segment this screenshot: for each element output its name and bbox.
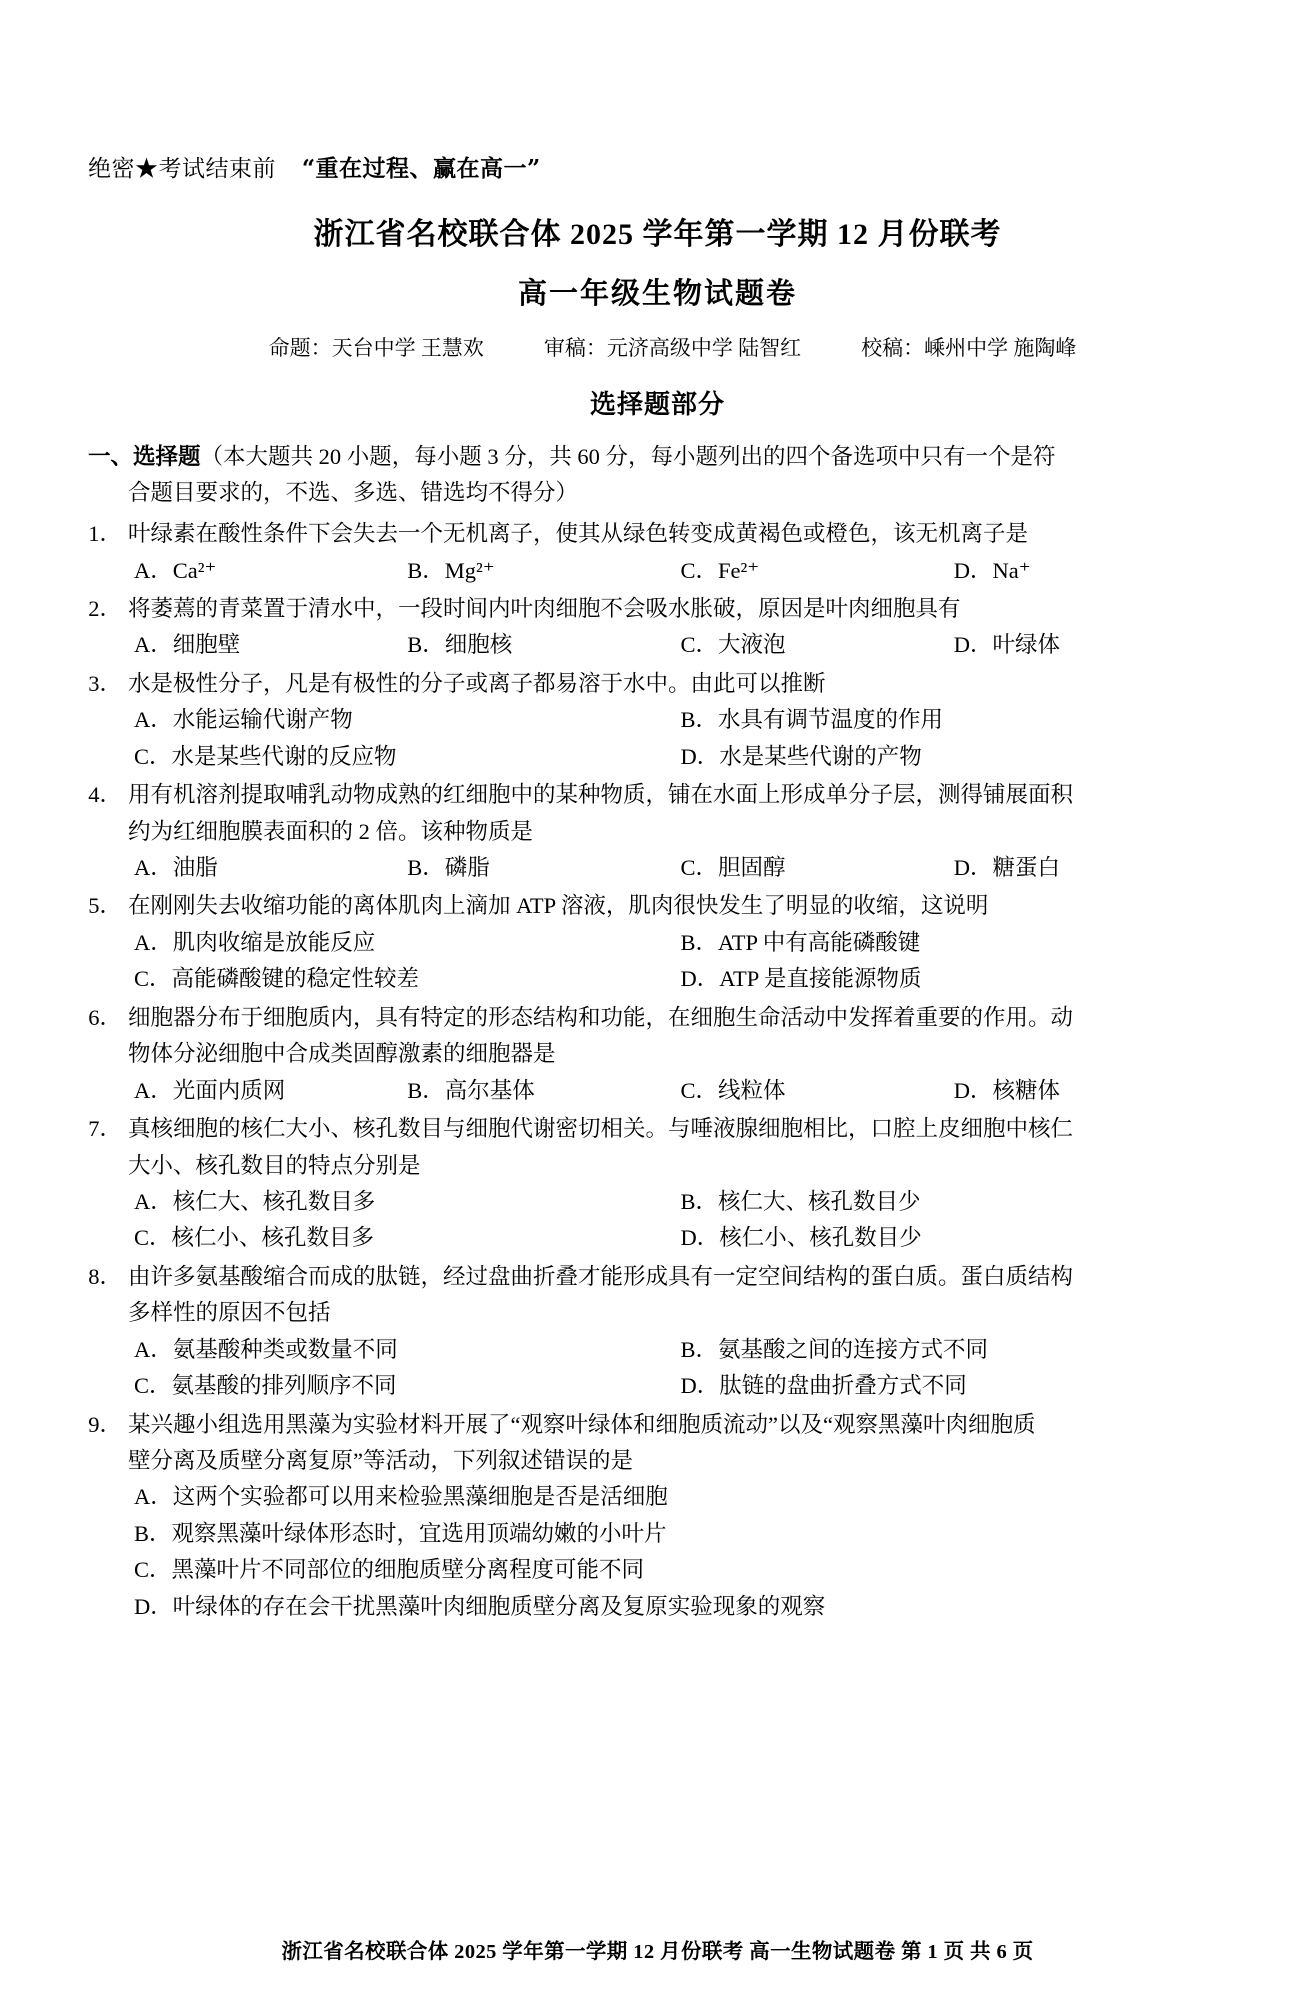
option-c[interactable]: C．核仁小、核孔数目多 <box>134 1225 375 1251</box>
question-8 <box>88 1259 1227 1405</box>
question-5 <box>88 888 1227 997</box>
option-a[interactable]: A．氨基酸种类或数量不同 <box>134 1336 398 1362</box>
question-stem-cont: 约为红细胞膜表面积的 2 倍。该种物质是 <box>128 818 534 844</box>
option-a[interactable]: A．肌肉收缩是放能反应 <box>134 929 376 955</box>
credit-author: 命题：天台中学 王慧欢 <box>268 336 484 360</box>
question-9 <box>88 1407 1227 1626</box>
option-b[interactable]: B．高尔基体 <box>407 1077 535 1103</box>
question-stem-cont: 大小、核孔数目的特点分别是 <box>128 1152 421 1178</box>
option-b[interactable]: B．细胞核 <box>407 632 513 658</box>
option-a[interactable]: A．Ca²⁺ <box>134 557 217 583</box>
option-c[interactable]: C．黑藻叶片不同部位的细胞质壁分离程度可能不同 <box>134 1557 645 1583</box>
question-3 <box>88 666 1227 775</box>
option-c[interactable]: C．线粒体 <box>680 1077 786 1103</box>
option-b[interactable]: B．核仁大、核孔数目少 <box>680 1188 921 1214</box>
question-number: 4． <box>88 782 122 808</box>
option-a[interactable]: A．这两个实验都可以用来检验黑藻细胞是否是活细胞 <box>134 1484 668 1510</box>
option-c[interactable]: C．Fe²⁺ <box>680 557 760 583</box>
question-number: 9． <box>88 1411 122 1437</box>
question-number: 1． <box>88 521 122 547</box>
option-c[interactable]: C．高能磷酸键的稳定性较差 <box>134 966 420 992</box>
question-2 <box>88 591 1227 664</box>
option-b[interactable]: B．观察黑藻叶绿体形态时，宜选用顶端幼嫩的小叶片 <box>134 1520 667 1546</box>
question-stem: 由许多氨基酸缩合而成的肽链，经过盘曲折叠才能形成具有一定空间结构的蛋白质。蛋白质结构 <box>128 1263 1074 1289</box>
option-b[interactable]: B．Mg²⁺ <box>407 557 495 583</box>
secret-line <box>88 150 1227 183</box>
option-d[interactable]: D．核糖体 <box>953 1077 1060 1103</box>
option-b[interactable]: B．磷脂 <box>407 855 490 881</box>
question-stem-cont: 多样性的原因不包括 <box>128 1300 331 1326</box>
question-number: 7． <box>88 1116 122 1142</box>
question-6 <box>88 1000 1227 1109</box>
question-stem: 将萎蔫的青菜置于清水中，一段时间内叶肉细胞不会吸水胀破，原因是叶肉细胞具有 <box>128 595 961 621</box>
option-c[interactable]: C．胆固醇 <box>680 855 786 881</box>
question-stem-cont: 物体分泌细胞中合成类固醇激素的细胞器是 <box>128 1041 556 1067</box>
credit-reviewer: 审稿：元济高级中学 陆智红 <box>543 336 802 360</box>
part-desc: （本大题共 20 小题，每小题 3 分，共 60 分，每小题列出的四个备选项中只有一个是符 <box>200 444 1056 469</box>
question-stem: 用有机溶剂提取哺乳动物成熟的红细胞中的某种物质，铺在水面上形成单分子层，测得铺展面积 <box>128 782 1074 808</box>
option-a[interactable]: A．细胞壁 <box>134 632 241 658</box>
option-c[interactable]: C．大液泡 <box>680 632 786 658</box>
section-title: 选择题部分 <box>589 390 725 419</box>
question-stem: 在刚刚失去收缩功能的离体肌肉上滴加 ATP 溶液，肌肉很快发生了明显的收缩，这说明 <box>128 893 989 919</box>
option-d[interactable]: D．叶绿体 <box>953 632 1060 658</box>
option-b[interactable]: B．氨基酸之间的连接方式不同 <box>680 1336 989 1362</box>
page-subtitle: 高一年级生物试题卷 <box>517 278 797 310</box>
question-number: 2． <box>88 595 122 621</box>
credits <box>88 332 1227 362</box>
page-footer: 浙江省名校联合体 2025 学年第一学期 12 月份联考 高一生物试题卷 第 1 页 共 6 页 <box>281 1941 1034 1963</box>
option-d[interactable]: D．肽链的盘曲折叠方式不同 <box>680 1373 967 1399</box>
credit-proofreader: 校稿：嵊州中学 施陶峰 <box>861 336 1077 360</box>
question-stem: 叶绿素在酸性条件下会失去一个无机离子，使其从绿色转变成黄褐色或橙色，该无机离子是 <box>128 521 1029 547</box>
question-stem: 某兴趣小组选用黑藻为实验材料开展了“观察叶绿体和细胞质流动”以及“观察黑藻叶肉细胞质 <box>128 1411 1036 1437</box>
question-number: 8． <box>88 1263 122 1289</box>
part-desc-cont: 合题目要求的，不选、多选、错选均不得分） <box>128 479 579 505</box>
option-d[interactable]: D．Na⁺ <box>953 557 1031 583</box>
option-b[interactable]: B．水具有调节温度的作用 <box>680 707 944 733</box>
option-d[interactable]: D．水是某些代谢的产物 <box>680 743 922 769</box>
option-c[interactable]: C．氨基酸的排列顺序不同 <box>134 1373 397 1399</box>
question-stem: 真核细胞的核仁大小、核孔数目与细胞代谢密切相关。与唾液腺细胞相比，口腔上皮细胞中核仁 <box>128 1116 1074 1142</box>
option-d[interactable]: D．核仁小、核孔数目少 <box>680 1225 922 1251</box>
question-4 <box>88 777 1227 886</box>
option-c[interactable]: C．水是某些代谢的反应物 <box>134 743 397 769</box>
question-number: 6． <box>88 1004 122 1030</box>
option-b[interactable]: B．ATP 中有高能磷酸键 <box>680 929 921 955</box>
question-stem: 细胞器分布于细胞质内，具有特定的形态结构和功能，在细胞生命活动中发挥着重要的作用。动 <box>128 1004 1074 1030</box>
part-heading <box>88 439 1227 510</box>
option-a[interactable]: A．光面内质网 <box>134 1077 286 1103</box>
option-a[interactable]: A．水能运输代谢产物 <box>134 707 353 733</box>
question-stem-cont: 壁分离及质壁分离复原”等活动，下列叙述错误的是 <box>128 1448 633 1474</box>
page-title: 浙江省名校联合体 2025 学年第一学期 12 月份联考 <box>313 218 1002 251</box>
slogan: “重在过程、赢在高一” <box>301 155 541 182</box>
part-label: 一、选择题 <box>88 444 201 469</box>
question-1 <box>88 516 1227 589</box>
option-d[interactable]: D．糖蛋白 <box>953 855 1060 881</box>
question-stem: 水是极性分子，凡是有极性的分子或离子都易溶于水中。由此可以推断 <box>128 670 826 696</box>
secret-label: 绝密★考试结束前 <box>88 156 276 182</box>
option-d[interactable]: D．叶绿体的存在会干扰黑藻叶肉细胞质壁分离及复原实验现象的观察 <box>134 1593 826 1619</box>
question-number: 3． <box>88 670 122 696</box>
question-7 <box>88 1111 1227 1257</box>
option-d[interactable]: D．ATP 是直接能源物质 <box>680 966 922 992</box>
option-a[interactable]: A．油脂 <box>134 855 218 881</box>
option-a[interactable]: A．核仁大、核孔数目多 <box>134 1188 376 1214</box>
question-number: 5． <box>88 893 122 919</box>
